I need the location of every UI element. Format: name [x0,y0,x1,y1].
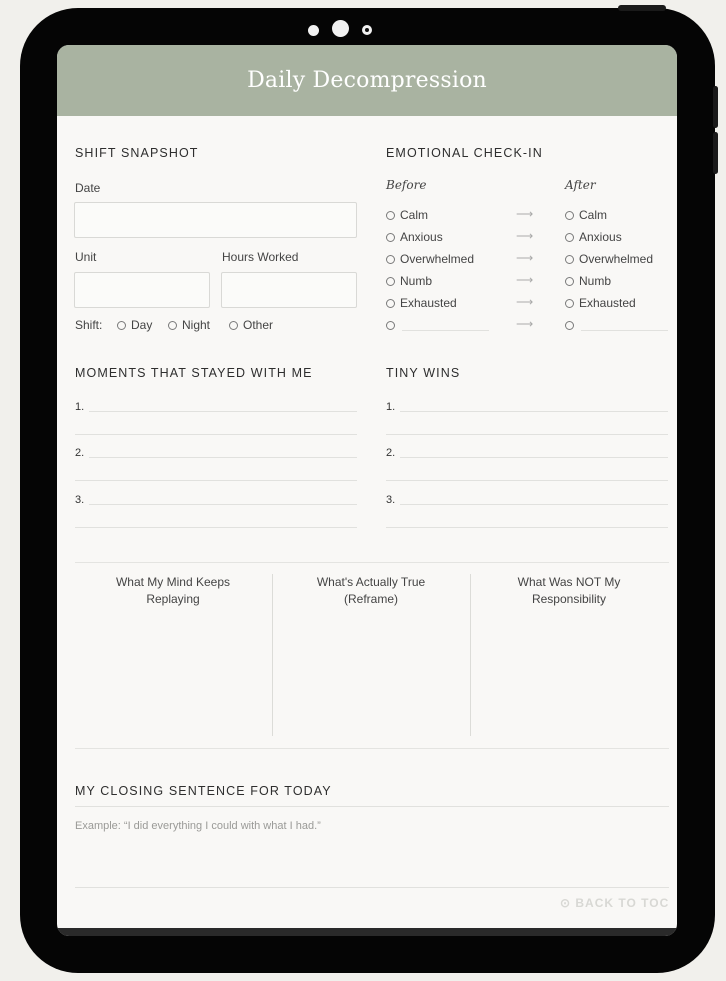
arrow-icon: ⟶ [516,273,534,287]
radio-icon [386,277,395,286]
win-number-3: 3. [386,494,396,506]
before-option-calm[interactable]: Calm [386,208,428,222]
after-option-numb[interactable]: Numb [565,274,611,288]
mind-replaying-area[interactable] [75,610,271,735]
closing-sentence-area[interactable] [75,835,669,885]
radio-icon [565,321,574,330]
date-field[interactable] [74,202,357,238]
closing-example: Example: “I did everything I could with what I had.” [75,820,321,832]
before-option-exhausted[interactable]: Exhausted [386,296,457,310]
unit-label: Unit [75,250,97,264]
arrow-icon: ⟶ [516,317,534,331]
moment-number-2: 2. [75,447,85,459]
arrow-icon: ⟶ [516,251,534,265]
shift-label: Shift: [75,318,103,332]
col-actually-true: What's Actually True (Reframe) [316,575,426,606]
after-label: After [565,178,596,192]
not-responsibility-area[interactable] [471,610,669,735]
win-line-3b[interactable] [386,527,668,528]
volume-down-button [713,132,718,174]
radio-icon [386,299,395,308]
volume-up-button [713,86,718,128]
closing-divider [75,806,669,807]
date-label: Date [75,181,101,195]
radio-icon [386,255,395,264]
after-custom-line[interactable] [581,330,668,331]
arrow-icon: ⟶ [516,295,534,309]
arrow-icon: ⟶ [516,207,534,221]
after-option-exhausted[interactable]: Exhausted [565,296,636,310]
win-number-1: 1. [386,401,396,413]
moment-number-1: 1. [75,401,85,413]
shift-snapshot-heading: SHIFT SNAPSHOT [75,146,199,160]
win-line-2b[interactable] [386,480,668,481]
shift-option-night[interactable]: Night [168,318,210,332]
closing-heading: MY CLOSING SENTENCE FOR TODAY [75,784,332,798]
power-button [618,5,666,11]
before-option-numb[interactable]: Numb [386,274,432,288]
sensor-dot [308,25,319,36]
reframe-top-divider [75,562,669,563]
before-option-overwhelmed[interactable]: Overwhelmed [386,252,474,266]
page-title: Daily Decompression [247,68,487,93]
bottom-bar [57,928,677,936]
actually-true-area[interactable] [273,610,469,735]
header-banner [57,45,677,116]
after-option-overwhelmed[interactable]: Overwhelmed [565,252,653,266]
radio-icon [386,321,395,330]
hours-worked-label: Hours Worked [222,250,299,264]
radio-icon [565,277,574,286]
moment-number-3: 3. [75,494,85,506]
moment-line-2b[interactable] [75,480,357,481]
col-not-responsibility: What Was NOT My Responsibility [517,575,621,606]
back-to-toc-link[interactable]: ⊙ BACK TO TOC [560,896,670,910]
arrow-icon: ⟶ [516,229,534,243]
radio-icon [565,299,574,308]
reframe-bottom-divider [75,748,669,749]
sensor-dot [362,25,372,35]
win-line-2[interactable] [400,457,668,458]
moment-line-3[interactable] [89,504,357,505]
radio-icon [386,211,395,220]
after-option-custom[interactable] [565,318,579,332]
radio-icon [117,321,126,330]
radio-icon [229,321,238,330]
radio-icon [565,233,574,242]
win-number-2: 2. [386,447,396,459]
shift-option-other[interactable]: Other [229,318,273,332]
moment-line-2[interactable] [89,457,357,458]
before-option-anxious[interactable]: Anxious [386,230,443,244]
after-option-calm[interactable]: Calm [565,208,607,222]
moments-heading: MOMENTS THAT STAYED WITH ME [75,366,313,380]
win-line-1b[interactable] [386,434,668,435]
radio-icon [565,255,574,264]
radio-icon [565,211,574,220]
radio-icon [386,233,395,242]
col-mind-replaying: What My Mind Keeps Replaying [115,575,231,606]
before-label: Before [386,178,427,192]
emotional-checkin-heading: EMOTIONAL CHECK-IN [386,146,543,160]
shift-option-day[interactable]: Day [117,318,152,332]
before-custom-line[interactable] [402,330,489,331]
screen [57,45,677,936]
before-option-custom[interactable] [386,318,400,332]
win-line-1[interactable] [400,411,668,412]
moment-line-1[interactable] [89,411,357,412]
win-line-3[interactable] [400,504,668,505]
unit-field[interactable] [74,272,210,308]
moment-line-3b[interactable] [75,527,357,528]
closing-bottom-line [75,887,669,888]
camera-icon [332,20,349,37]
moment-line-1b[interactable] [75,434,357,435]
hours-worked-field[interactable] [221,272,357,308]
after-option-anxious[interactable]: Anxious [565,230,622,244]
radio-icon [168,321,177,330]
tiny-wins-heading: TINY WINS [386,366,461,380]
